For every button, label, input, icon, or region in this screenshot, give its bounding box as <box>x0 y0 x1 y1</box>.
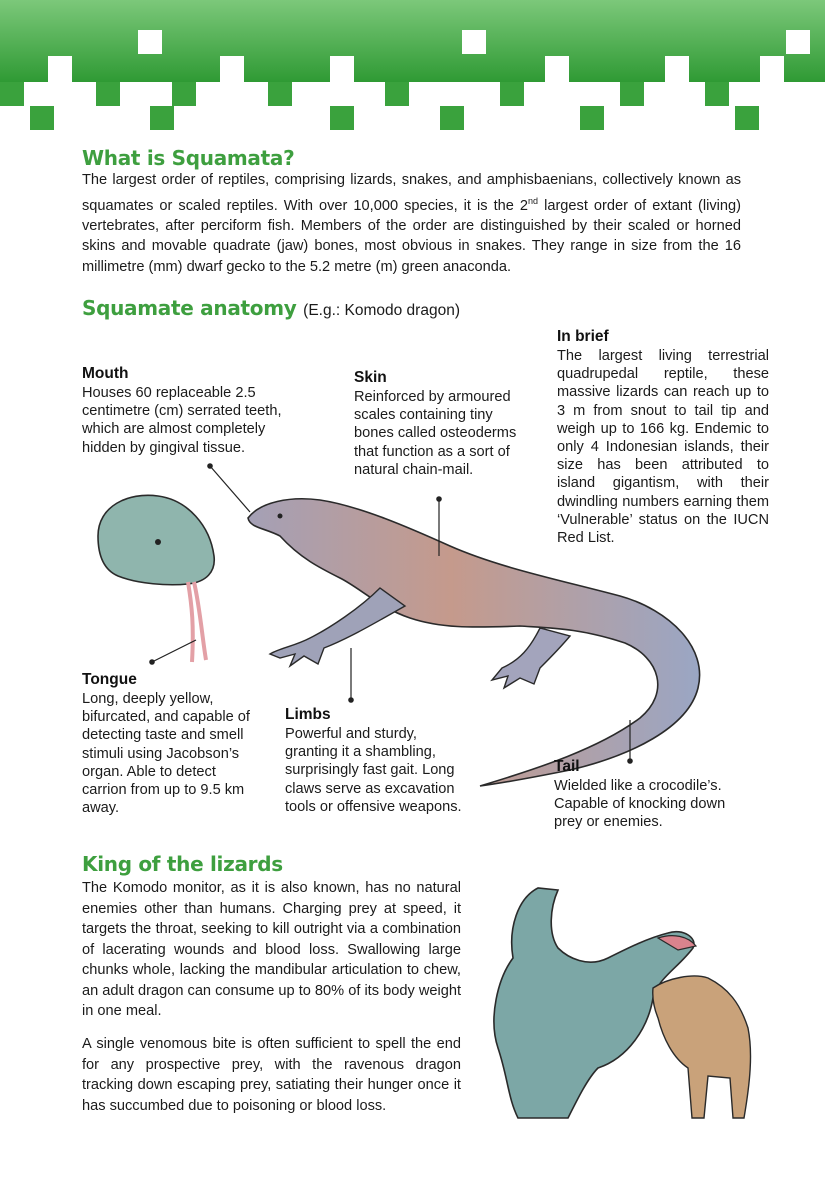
skin-label-text: Reinforced by armoured scales containing tiny bones called osteoderms that function as a sort of natural chain-mail. <box>354 389 517 478</box>
in-brief-label-text: The largest living terrestrial quadrupedal reptile, these massive lizards can reach up to 3 m from snout to tail tip and weigh up to 166 kg. Endemic to only 4 Indonesian islands, their size has been attributed to island gigantism, with their dwindling numbers earning them ‘Vulnerable’ status on the IUCN Red List. <box>557 348 769 547</box>
tongue-label-text: Long, deeply yellow, bifurcated, and capable of detecting taste and smell stimuli using Jacobson’s organ. Able to detect carrion from up to 9.5 km away. <box>82 691 250 817</box>
limbs-label-text: Powerful and sturdy, granting it a shambling, surprisingly fast gait. Long claws serve as excavation tools or offensive weapons. <box>285 726 462 815</box>
anatomy-subheading: (E.g.: Komodo dragon) <box>303 302 460 319</box>
limbs-label-title: Limbs <box>285 706 331 723</box>
dragon-attack-illustration <box>478 878 778 1123</box>
tongue-label-title: Tongue <box>82 671 137 688</box>
in-brief-label-title: In brief <box>557 328 609 345</box>
king-heading: King of the lizards <box>82 852 283 876</box>
king-paragraph-2: A single venomous bite is often sufficient to spell the end for any prospective prey, with the ravenous dragon tracking down escaping prey, satiating their hunger once it has succumbed due to poisoning or blood loss. <box>82 1036 461 1114</box>
tail-label-text: Wielded like a crocodile’s. Capable of knocking down prey or enemies. <box>554 778 726 831</box>
mouth-label-text: Houses 60 replaceable 2.5 centimetre (cm) serrated teeth, which are almost completely hidden by gingival tissue. <box>82 385 282 456</box>
anatomy-heading: Squamate anatomy (E.g.: Komodo dragon) <box>82 296 460 320</box>
tail-label-title: Tail <box>554 758 580 775</box>
mouth-label-title: Mouth <box>82 365 129 382</box>
skin-label-title: Skin <box>354 369 387 386</box>
intro-heading: What is Squamata? <box>82 146 295 170</box>
pixel-banner <box>0 0 825 130</box>
king-paragraph-1: The Komodo monitor, as it is also known, has no natural enemies other than humans. Charging prey at speed, it targets the throat, seeking to kill outright via a combination of lacerating wounds and blood loss. Swallowing large chunks whole, lacking the mandibular articulation to chew, an adult dragon can consume up to 80% of its body weight in one meal. <box>82 880 461 1019</box>
intro-paragraph: The largest order of reptiles, comprising lizards, snakes, and amphisbaenians, collectively known as squamates or scaled reptiles. With over 10,000 species, it is the 2nd largest order of extant (living) vertebrates, after perciform fish. Members of the order are distinguished by their scaled or horned skins and movable quadrate (jaw) bones, most obvious in snakes. They range in size from the 16 millimetre (mm) dwarf gecko to the 5.2 metre (m) green anaconda. <box>82 172 741 275</box>
komodo-head-illustration <box>88 486 223 666</box>
